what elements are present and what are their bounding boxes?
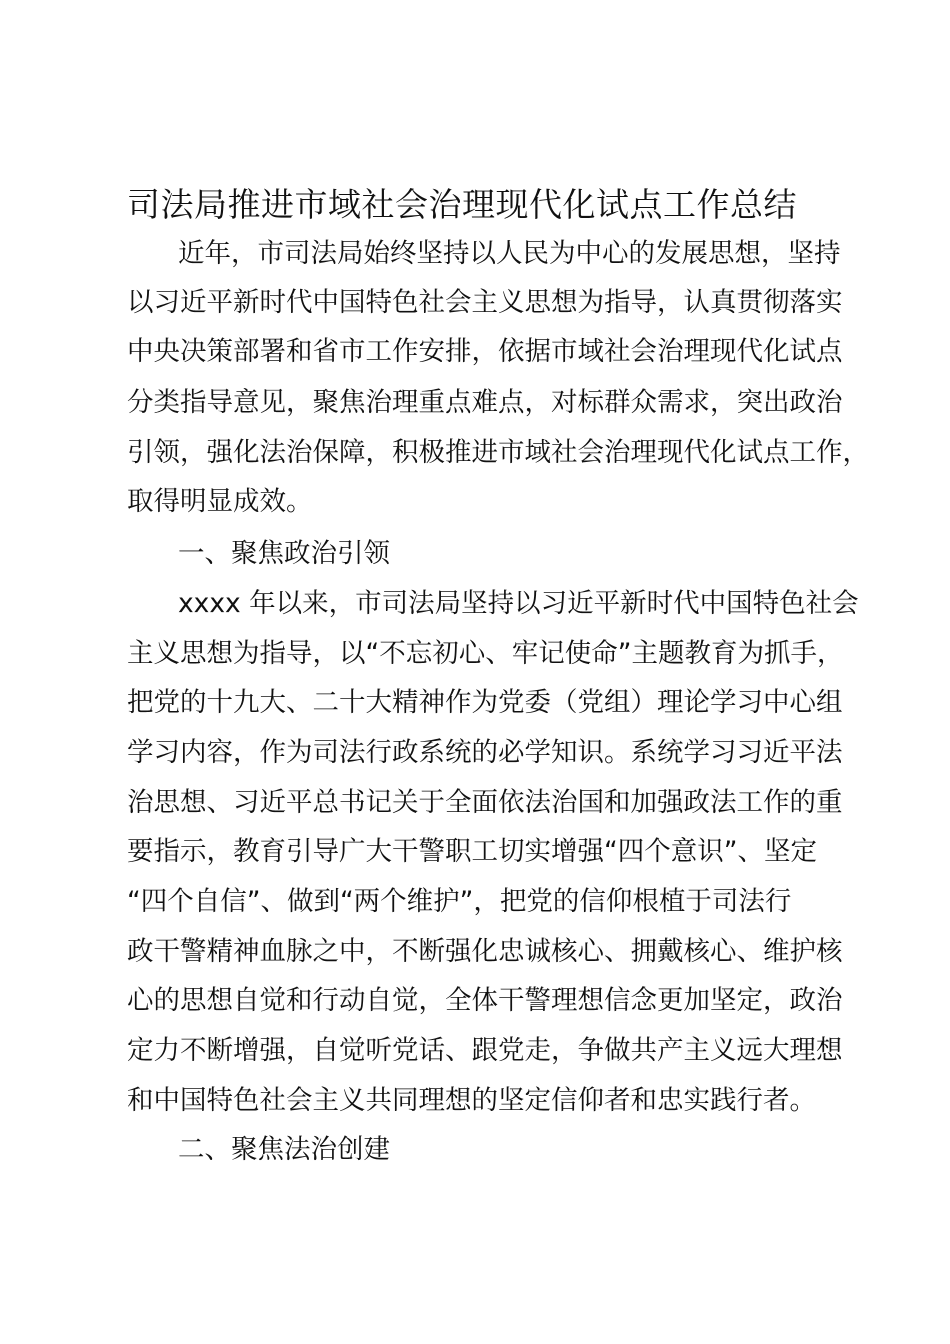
- paragraph-2-line-5: 治思想、习近平总书记关于全面依法治国和加强政法工作的重: [127, 787, 843, 818]
- document-title: 司法局推进市域社会治理现代化试点工作总结: [127, 185, 797, 224]
- section-1-heading: 一、聚焦政治引领: [178, 538, 390, 569]
- paragraph-2-line-3: 把党的十九大、二十大精神作为党委（党组）理论学习中心组: [127, 687, 843, 718]
- paragraph-2-line-4: 学习内容，作为司法行政系统的必学知识。系统学习习近平法: [127, 737, 843, 768]
- paragraph-1-line-1: 近年，市司法局始终坚持以人民为中心的发展思想，坚持: [178, 238, 841, 269]
- paragraph-2-line-10: 定力不断增强，自觉听党话、跟党走，争做共产主义远大理想: [127, 1035, 843, 1066]
- paragraph-1-line-3: 中央决策部署和省市工作安排，依据市域社会治理现代化试点: [127, 336, 843, 367]
- paragraph-2-line-6: 要指示，教育引导广大干警职工切实增强“四个意识”、坚定: [127, 836, 817, 867]
- paragraph-1-line-2: 以习近平新时代中国特色社会主义思想为指导，认真贯彻落实: [127, 287, 843, 318]
- paragraph-2-line-9: 心的思想自觉和行动自觉，全体干警理想信念更加坚定，政治: [127, 985, 843, 1016]
- paragraph-2-line-8: 政干警精神血脉之中，不断强化忠诚核心、拥戴核心、维护核: [127, 936, 843, 967]
- paragraph-1-line-6: 取得明显成效。: [127, 486, 313, 517]
- paragraph-1-line-4: 分类指导意见，聚焦治理重点难点，对标群众需求，突出政治: [127, 387, 843, 418]
- paragraph-2-line-2: 主义思想为指导，以“不忘初心、牢记使命”主题教育为抓手，: [127, 638, 844, 669]
- paragraph-1-line-5: 引领，强化法治保障，积极推进市域社会治理现代化试点工作，: [127, 437, 869, 468]
- paragraph-2-line-1: xxxx 年以来，市司法局坚持以习近平新时代中国特色社会: [178, 588, 859, 619]
- section-2-heading: 二、聚焦法治创建: [178, 1134, 390, 1165]
- paragraph-2-line-11: 和中国特色社会主义共同理想的坚定信仰者和忠实践行者。: [127, 1085, 816, 1116]
- paragraph-2-line-7: “四个自信”、做到“两个维护”，把党的信仰根植于司法行: [127, 886, 792, 917]
